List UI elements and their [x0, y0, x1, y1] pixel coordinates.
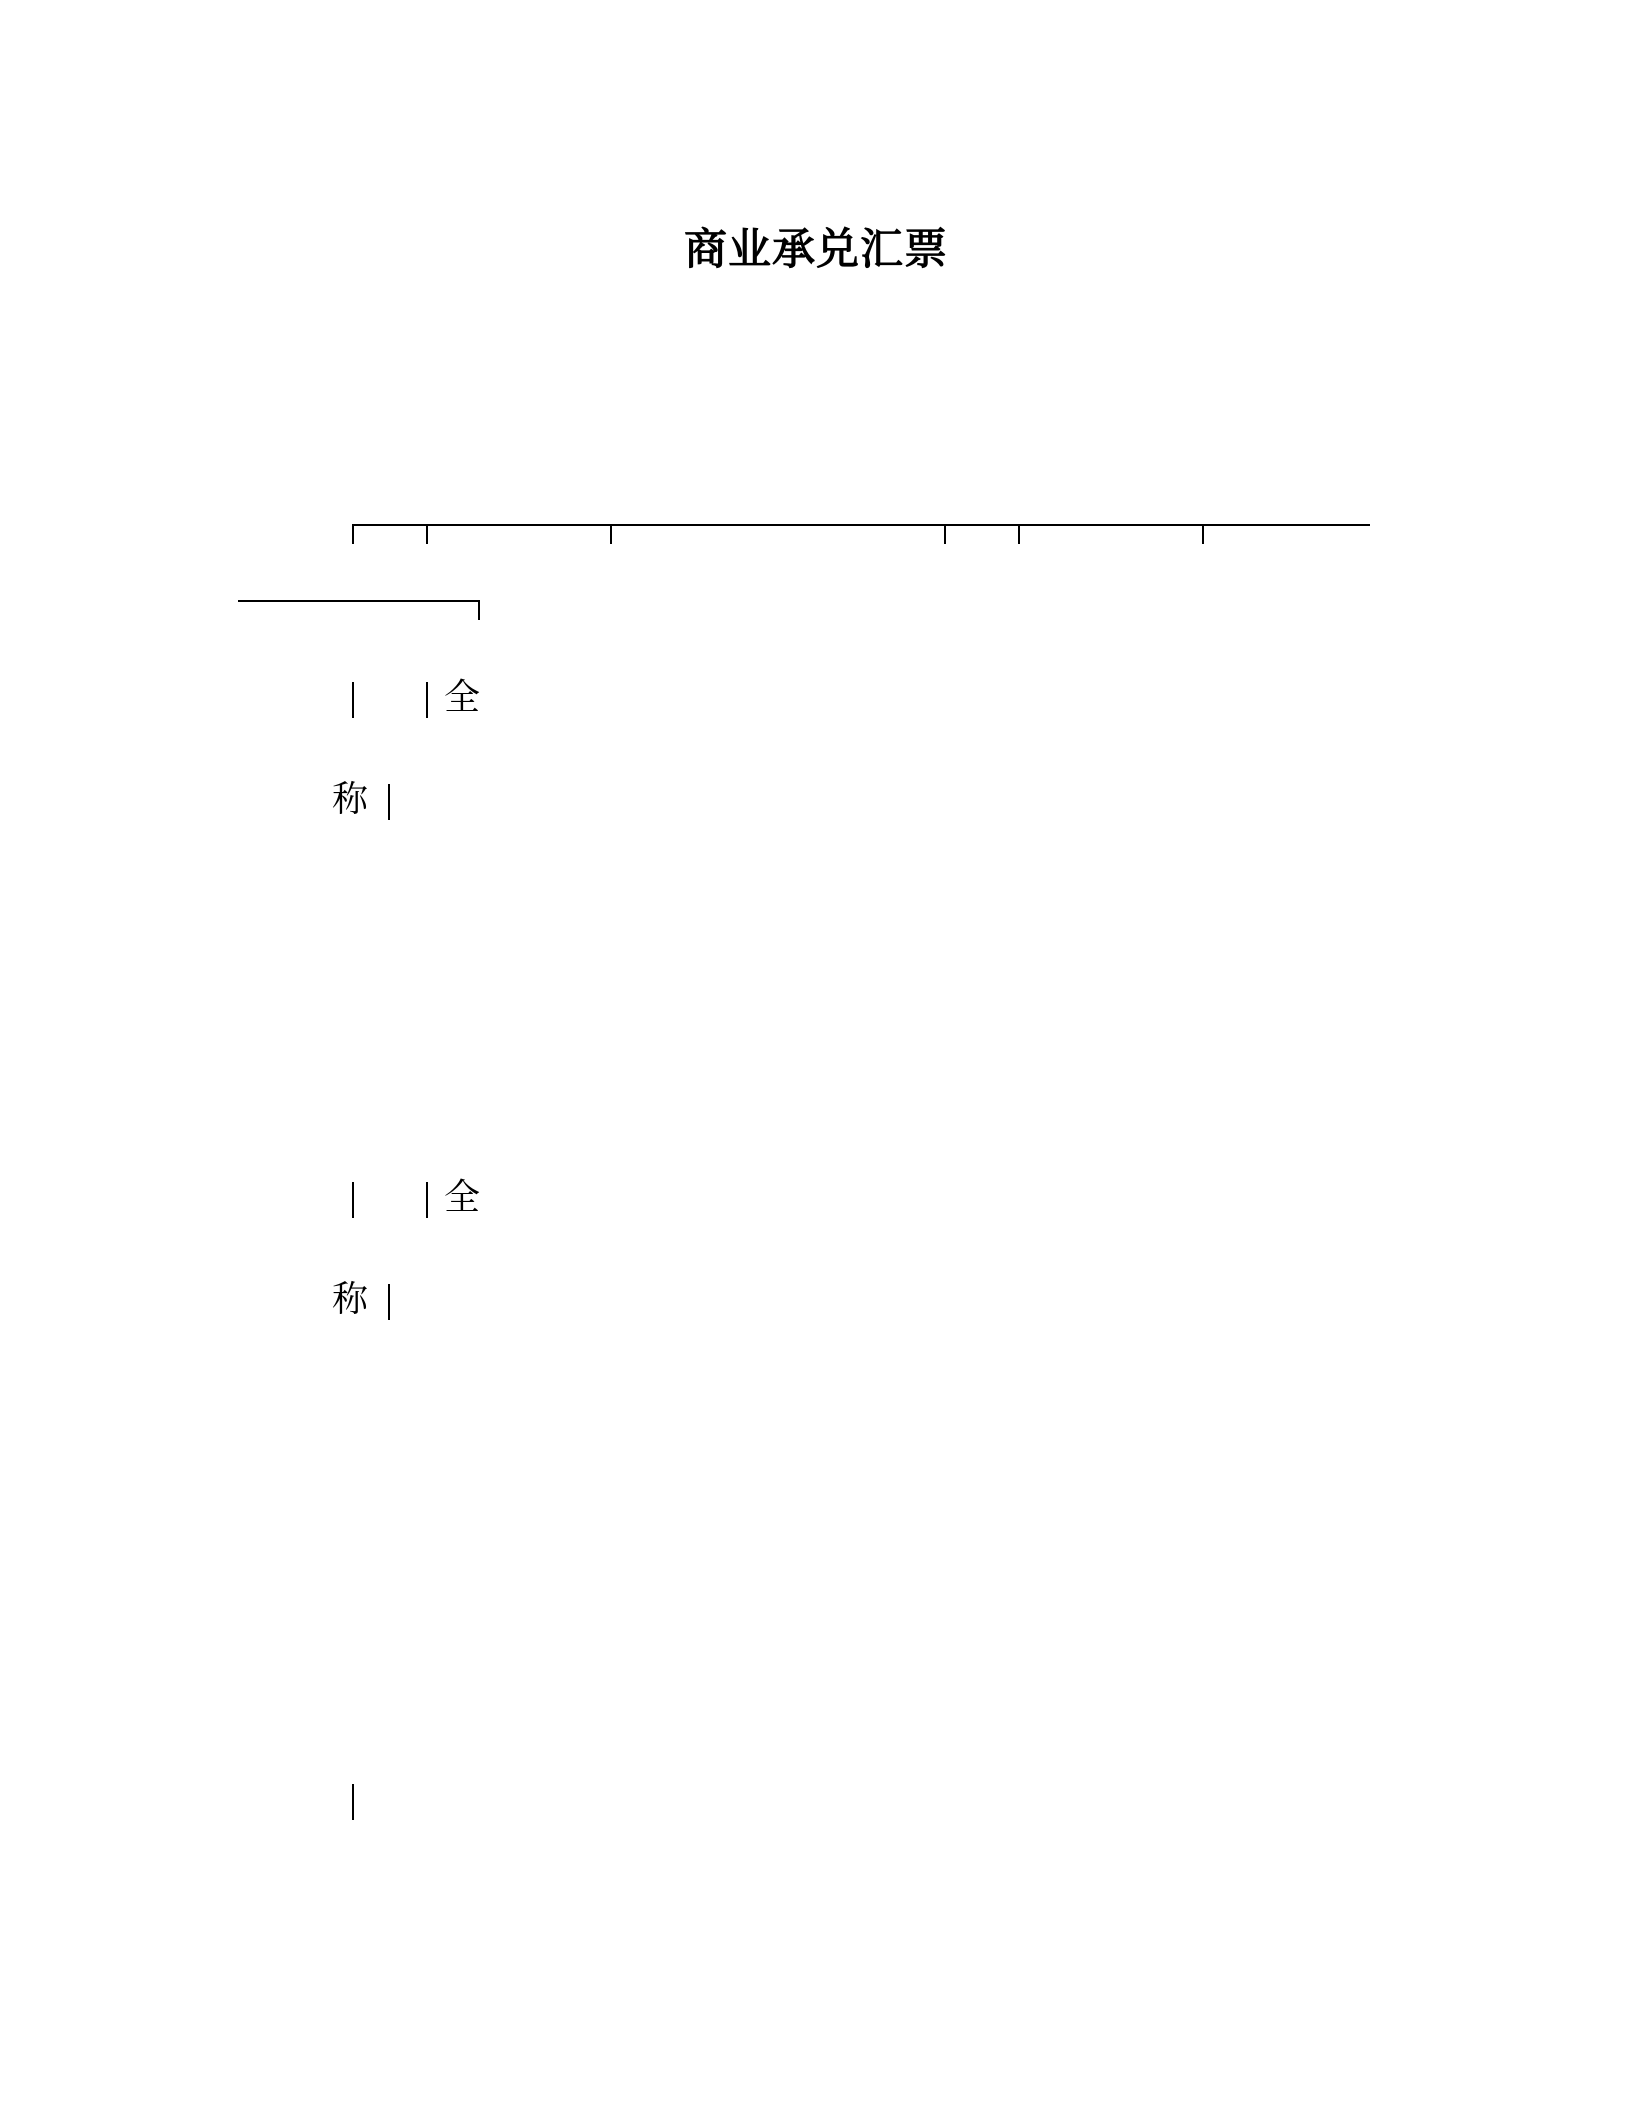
payee-full-name-label-bottom: 称: [332, 1279, 369, 1320]
page-title: 商业承兑汇票: [684, 225, 948, 275]
payer-full-name-label-bottom: 称: [332, 779, 369, 820]
cell-divider: [352, 1182, 354, 1218]
payee-full-name-label-top: 全: [444, 1177, 481, 1218]
cell-divider: [352, 1784, 354, 1820]
cell-divider: [388, 1284, 390, 1320]
cell-divider: [426, 682, 428, 718]
payer-full-name-label-top: 全: [444, 677, 481, 718]
cell-divider: [426, 1182, 428, 1218]
cell-divider: [388, 784, 390, 820]
cell-divider: [352, 682, 354, 718]
